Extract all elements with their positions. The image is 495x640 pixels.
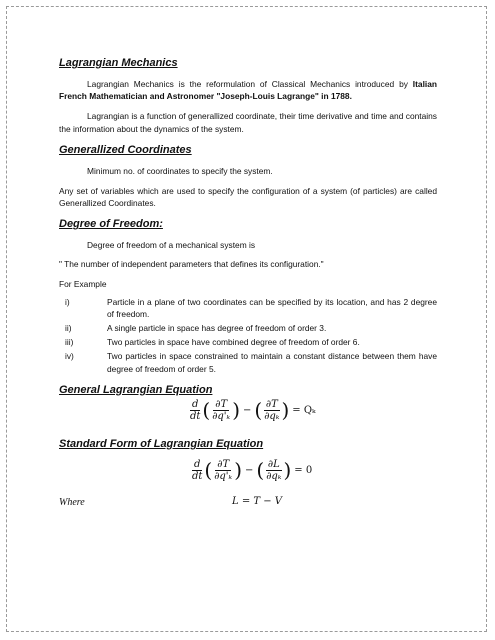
- list-item-text: Two particles in space constrained to maintain a constant distance between them have degree of freedom of order 5.: [107, 351, 437, 374]
- paren-open: (: [254, 398, 263, 422]
- list-item-number: ii): [65, 323, 72, 334]
- paren-close: ): [283, 458, 292, 482]
- lagrangian-para-1-bold: Italian French Mathematician and Astronomer "Joseph-Louis Lagrange" in 1788.: [59, 78, 437, 102]
- freedom-example-label: For Example: [59, 278, 107, 289]
- fraction-denominator: ∂q'ₖ: [212, 410, 231, 422]
- fraction-denominator: ∂q'ₖ: [214, 470, 233, 482]
- operator-denominator: dt: [190, 410, 201, 422]
- list-item: [59, 336, 437, 348]
- fraction-kinetic-velocity: [210, 399, 232, 422]
- lagrangian-para-1: [59, 78, 437, 102]
- time-derivative-operator: [188, 399, 202, 422]
- document-body: [59, 56, 437, 399]
- equation-rhs: = Qₖ: [292, 404, 316, 416]
- time-derivative-operator: [190, 459, 204, 482]
- generalized-para-2: Any set of variables which are used to specify the configuration of a system (of particles) are called Generallized Coordinates.: [59, 185, 437, 208]
- heading-general-lagrangian-equation: General Lagrangian Equation: [59, 383, 213, 396]
- operator-numerator: d: [194, 458, 201, 470]
- fraction-lagrangian-coordinate: [264, 459, 283, 482]
- fraction-numerator: ∂T: [215, 398, 228, 410]
- heading-standard-form: Standard Form of Lagrangian Equation: [59, 438, 264, 450]
- freedom-examples-list: [59, 296, 437, 375]
- minus-sign: −: [245, 464, 254, 476]
- equation-rhs: = 0: [294, 464, 313, 476]
- fraction-numerator: ∂T: [265, 398, 278, 410]
- list-item-number: iv): [65, 351, 74, 362]
- fraction-kinetic-coordinate: [262, 399, 281, 422]
- list-item-text: Particle in a plane of two coordinates can be specified by its location, and has 2 degree of freedom.: [107, 296, 437, 319]
- freedom-quote: " The number of independent parameters that defines its configuration.": [59, 259, 324, 270]
- fraction-denominator: ∂qₖ: [264, 410, 280, 422]
- list-item-text: A single particle in space has degree of freedom of order 3.: [107, 323, 327, 334]
- fraction-numerator: ∂T: [217, 458, 230, 470]
- paren-close: ): [232, 398, 241, 422]
- list-item-text: Two particles in space have combined degree of freedom of order 6.: [107, 337, 360, 348]
- operator-numerator: d: [192, 398, 199, 410]
- generalized-para-1: Minimum no. of coordinates to specify the system.: [87, 165, 273, 176]
- fraction-numerator: ∂L: [267, 458, 280, 470]
- freedom-para-1: Degree of freedom of a mechanical system is: [87, 240, 256, 251]
- general-lagrangian-equation: [188, 398, 319, 422]
- heading-lagrangian-mechanics: Lagrangian Mechanics: [59, 57, 178, 69]
- paren-close: ): [281, 398, 290, 422]
- minus-sign: −: [243, 404, 252, 416]
- where-label: Where: [59, 497, 85, 508]
- list-item: [59, 322, 437, 334]
- lagrangian-para-1-text: Lagrangian Mechanics is the reformulation of Classical Mechanics introduced by: [87, 78, 413, 89]
- operator-denominator: dt: [192, 470, 203, 482]
- heading-degree-of-freedom: Degree of Freedom:: [59, 218, 163, 231]
- paren-open: (: [256, 458, 265, 482]
- list-item-number: iii): [65, 337, 74, 348]
- fraction-denominator: ∂qₖ: [266, 470, 282, 482]
- list-item-number: i): [65, 296, 70, 307]
- paren-close: ): [234, 458, 243, 482]
- lagrangian-definition: L = T − V: [232, 496, 283, 507]
- standard-lagrangian-equation: [190, 458, 315, 482]
- heading-generalized-coordinates: Generallized Coordinates: [59, 143, 192, 156]
- fraction-kinetic-velocity: [212, 459, 234, 482]
- list-item: [59, 296, 437, 320]
- paren-open: (: [202, 398, 211, 422]
- paren-open: (: [204, 458, 213, 482]
- lagrangian-para-2: Lagrangian is a function of generallized coordinate, their time derivative and time and contains the information about the dynamics of the system.: [59, 111, 437, 134]
- list-item: [59, 350, 437, 374]
